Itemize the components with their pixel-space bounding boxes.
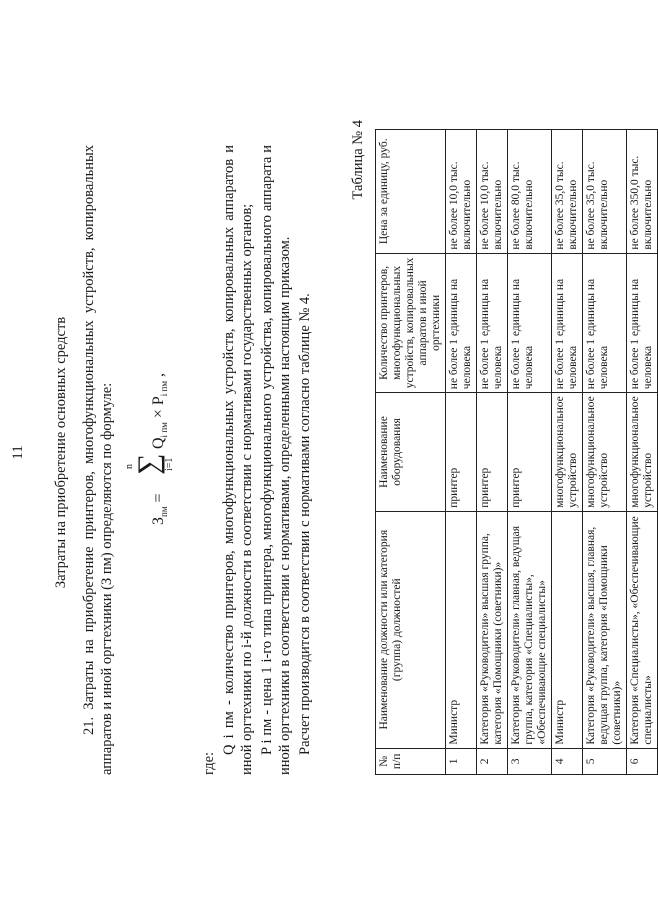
row-equipment: многофункциональное устройство bbox=[627, 393, 658, 512]
row-quantity: не более 1 единицы на человека bbox=[627, 253, 658, 393]
row-price: не более 10,0 тыс. включительно bbox=[446, 130, 477, 254]
row-price: не более 35,0 тыс. включительно bbox=[552, 130, 583, 254]
header-price: Цена за единицу, руб. bbox=[376, 130, 446, 254]
row-position: Министр bbox=[446, 511, 477, 748]
row-quantity: не более 1 единицы на человека bbox=[552, 253, 583, 393]
definition-p: P i пм - цена 1 i-го типа принтера, многофункционального устройства, копировального аппарата и иной оргтехники в соответствии с нормативами, определенными настоящим приказом. bbox=[259, 145, 293, 775]
table-row bbox=[627, 130, 658, 775]
table-row bbox=[477, 130, 508, 775]
row-number: 5 bbox=[583, 748, 627, 774]
table-row bbox=[446, 130, 477, 775]
row-equipment: многофункциональное устройство bbox=[552, 393, 583, 512]
formula-rhs: $Q_{i пм} \times P_{i пм}$ , bbox=[150, 372, 170, 449]
table-label: Таблица № 4 bbox=[350, 120, 366, 200]
row-number: 1 bbox=[446, 748, 477, 774]
row-quantity: не более 1 единицы на человека bbox=[583, 253, 627, 393]
row-position: Категория «Руководители» высшая группа, категория «Помощники (советники)» bbox=[477, 511, 508, 748]
table-row bbox=[508, 130, 552, 775]
row-position: Категория «Руководители» главная, ведущая группа, категория «Специалисты», «Обеспечивающие специалисты» bbox=[508, 511, 552, 748]
row-quantity: не более 1 единицы на человека bbox=[446, 253, 477, 393]
paragraph-21: 21. Затраты на приобретение принтеров, многофункциональных устройств, копировальных аппаратов и иной оргтехники (З пм) определяются по формуле: bbox=[81, 145, 115, 775]
page-number: 11 bbox=[10, 445, 26, 460]
sum-sign: ∑ bbox=[132, 453, 165, 475]
definition-q: Q i пм - количество принтеров, многофункциональных устройств, копировальных аппаратов и иной оргтехники по i-й должности в соответствии с нормативами государственных органов; bbox=[221, 145, 255, 775]
row-price: не более 10,0 тыс. включительно bbox=[477, 130, 508, 254]
header-equipment: Наименование оборудования bbox=[376, 393, 446, 512]
row-quantity: не более 1 единицы на человека bbox=[477, 253, 508, 393]
row-quantity: не более 1 единицы на человека bbox=[508, 253, 552, 393]
header-number: № п/п bbox=[376, 748, 446, 774]
formula bbox=[124, 345, 190, 525]
row-price: не более 350,0 тыс. включительно bbox=[627, 130, 658, 254]
sum-upper-limit: n bbox=[124, 464, 135, 469]
row-number: 3 bbox=[508, 748, 552, 774]
sum-lower-limit: i=1 bbox=[164, 457, 175, 471]
section-title: Затраты на приобретение основных средств bbox=[53, 316, 69, 589]
row-position: Категория «Руководители» высшая, главная, ведущая группа, категория «Помощники (советники)» bbox=[583, 511, 627, 748]
header-position: Наименование должности или категория (группа) должностей bbox=[376, 511, 446, 748]
row-equipment: принтер bbox=[446, 393, 477, 512]
row-number: 4 bbox=[552, 748, 583, 774]
row-number: 6 bbox=[627, 748, 658, 774]
row-number: 2 bbox=[477, 748, 508, 774]
table-row bbox=[583, 130, 627, 775]
table-row bbox=[552, 130, 583, 775]
header-quantity: Количество принтеров, многофункциональных устройств, копировальных аппаратов и иной оргтехники bbox=[376, 253, 446, 393]
row-price: не более 35,0 тыс. включительно bbox=[583, 130, 627, 254]
table-header-row bbox=[376, 130, 446, 775]
norms-table bbox=[375, 129, 658, 775]
formula-lhs: $З_{пм}$ = bbox=[150, 493, 170, 525]
row-equipment: многофункциональное устройство bbox=[583, 393, 627, 512]
row-position: Категория «Специалисты», «Обеспечивающие специалисты» bbox=[627, 511, 658, 748]
where-label: где: bbox=[201, 751, 217, 775]
row-price: не более 80,0 тыс. включительно bbox=[508, 130, 552, 254]
row-position: Министр bbox=[552, 511, 583, 748]
row-equipment: принтер bbox=[477, 393, 508, 512]
row-equipment: принтер bbox=[508, 393, 552, 512]
calc-note: Расчет производится в соответствии с нормативами согласно таблице № 4. bbox=[297, 293, 313, 755]
